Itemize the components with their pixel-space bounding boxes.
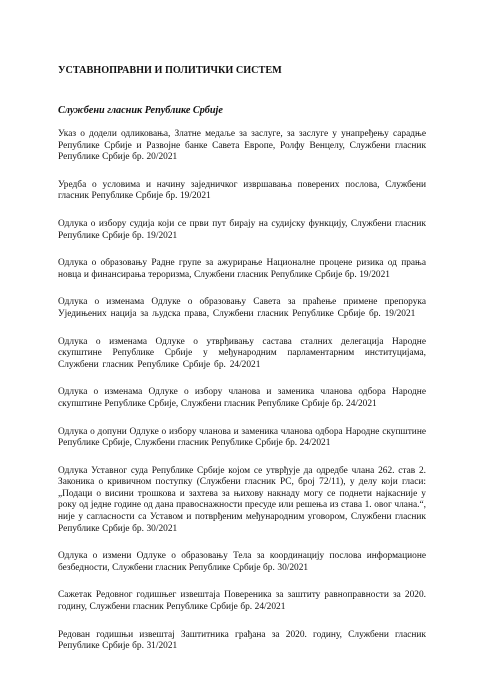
entry-decision-committee-members: Одлука о изменама Одлуке о избору чланова и заменика чланова одбора Народне скупштине Републике Србије, Службени гласник Републике Србије бр. 24/2021 bbox=[58, 387, 426, 409]
entry-decision-judges: Одлука о избору судија који се први пут бирају на судијску функцију, Службени гласник Републике Србије бр. 19/2021 bbox=[58, 218, 426, 241]
entry-constitutional-court-decision: Одлука Уставног суда Републике Србије којом се утврђује да одредбе члана 262. став 2. Законика о кривичном поступку (Службени гласник РС, број 72/11), у делу који гласи: „Подаци о висини трошкова и захтева за њихову накнаду могу се поднети најкасније у року од једне године од дана правоснажности пресуде или решења из става 1. овог члана.“, није у сагласности са Уставом и потврђеним међународним уговором, Службени гласник Републике Србије бр. 30/2021 bbox=[58, 465, 426, 534]
entry-decree-medal: Указ о додели одликовања, Златне медаље за заслуге, за заслуге у унапређењу сарадње Републике Србије и Развојне банке Савета Европе, Ролфу Венцелу, Службени гласник Републике Србије бр. 20/2021 bbox=[58, 129, 426, 163]
entry-decision-working-group: Одлука о образовању Радне групе за ажурирање Националне процене ризика од прања новца и финансирања тероризма, Службени гласник Републике Србије бр. 19/2021 bbox=[58, 258, 426, 280]
document-page bbox=[58, 64, 426, 669]
entry-decision-delegations: Одлука о изменама Одлуке о утврђивању састава сталних делегација Народне скупштине Републике Србије у међународним парламентарним институцијама, Службени гласник Републике Србије бр. 24/2021 bbox=[58, 336, 426, 370]
entry-regulation-joint-tasks: Уредба о условима и начину заједничког извршавања поверених послова, Службени гласник Републике Србије бр. 19/2021 bbox=[58, 179, 426, 202]
entry-decision-infosec-body: Одлука о измени Одлуке о образовању Тела за координацију послова информационе безбедности, Службени гласник Републике Србије бр. 30/2021 bbox=[58, 551, 426, 573]
gazette-subheading: Службени гласник Републике Србије bbox=[58, 105, 223, 116]
section-heading: УСТАВНОПРАВНИ И ПОЛИТИЧКИ СИСТЕМ bbox=[58, 65, 282, 76]
entry-equality-commissioner-summary: Сажетак Редовног годишњег извештаја Повереника за заштиту равноправности за 2020. годину, Службени гласник Републике Србије бр. 24/2021 bbox=[58, 590, 426, 613]
entry-decision-council-amendments: Одлука о изменама Одлуке о образовању Савета за праћење примене препорука Уједињених нација за људска права, Службени гласник Републике Србије бр. 19/2021 bbox=[58, 297, 426, 319]
entry-decision-committee-supplement: Одлука о допуни Одлуке о избору чланова и заменика чланова одбора Народне скупштине Републике Србије, Службени гласник Републике Србије бр. 24/2021 bbox=[58, 426, 426, 449]
entry-ombudsman-report: Редован годишњи извештај Заштитника грађана за 2020. годину, Службени гласник Републике Србије бр. 31/2021 bbox=[58, 629, 426, 652]
